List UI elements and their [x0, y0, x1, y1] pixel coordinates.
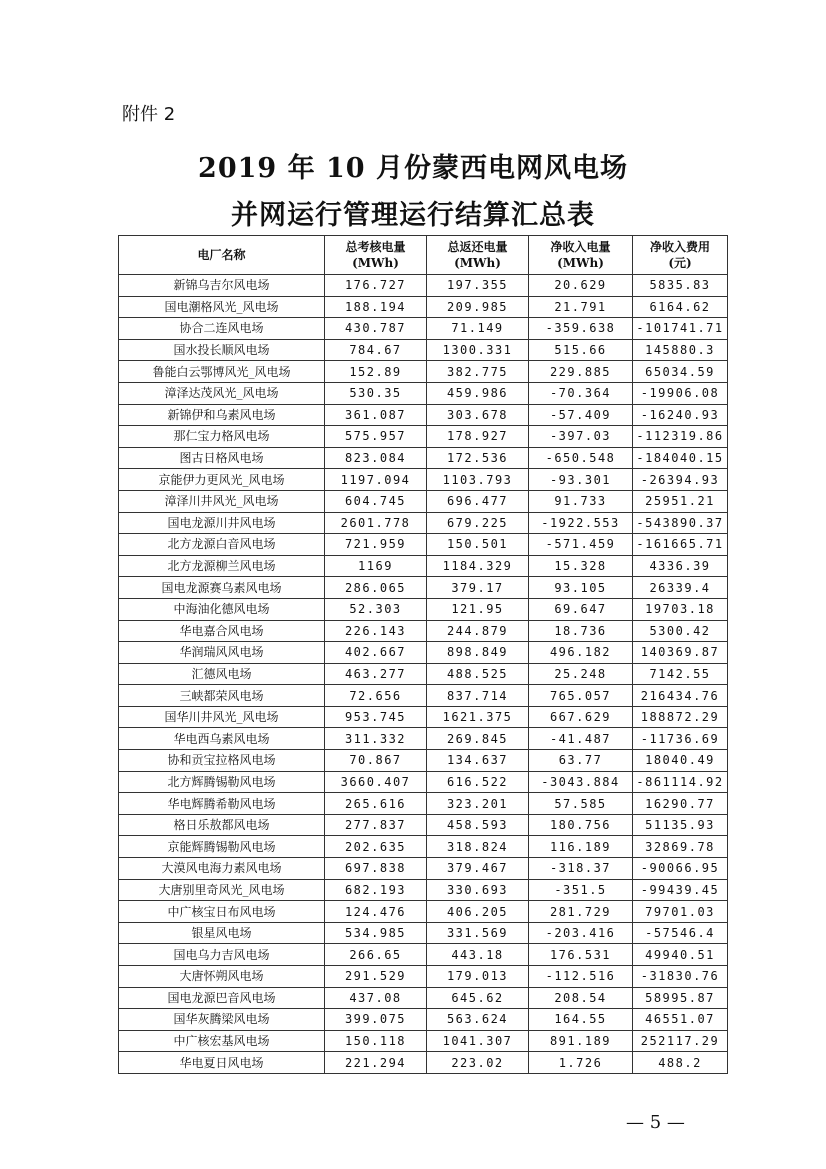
- net-fee-cell: 252117.29: [633, 1030, 728, 1052]
- returned-cell: 331.569: [427, 922, 529, 944]
- net-energy-cell: -318.37: [529, 858, 633, 880]
- table-row: [119, 404, 728, 426]
- net-fee-cell: -11736.69: [633, 728, 728, 750]
- table-row: [119, 836, 728, 858]
- returned-cell: 1041.307: [427, 1030, 529, 1052]
- plant-name-cell: 图古日格风电场: [119, 447, 325, 469]
- header-net-fee: 净收入费用 (元): [633, 236, 728, 275]
- assessed-cell: 188.194: [325, 296, 427, 318]
- returned-cell: 563.624: [427, 1009, 529, 1031]
- table-row: [119, 814, 728, 836]
- net-fee-cell: -861114.92: [633, 771, 728, 793]
- table-row: [119, 339, 728, 361]
- table-row: [119, 1052, 728, 1074]
- net-fee-cell: 58995.87: [633, 987, 728, 1009]
- document-title-line1: 2019 年 10 月份蒙西电网风电场: [198, 153, 628, 184]
- plant-name-cell: 银星风电场: [119, 922, 325, 944]
- net-energy-cell: 765.057: [529, 685, 633, 707]
- net-energy-cell: 229.885: [529, 361, 633, 383]
- header-net-energy: 净收入电量 (MWh): [529, 236, 633, 275]
- net-energy-cell: 57.585: [529, 793, 633, 815]
- returned-cell: 379.17: [427, 577, 529, 599]
- net-fee-cell: 4336.39: [633, 555, 728, 577]
- net-fee-cell: 32869.78: [633, 836, 728, 858]
- net-energy-cell: -112.516: [529, 966, 633, 988]
- returned-cell: 459.986: [427, 382, 529, 404]
- plant-name-cell: 大漠风电海力素风电场: [119, 858, 325, 880]
- returned-cell: 323.201: [427, 793, 529, 815]
- plant-name-cell: 京能伊力更风光_风电场: [119, 469, 325, 491]
- net-energy-cell: -70.364: [529, 382, 633, 404]
- table-row: [119, 663, 728, 685]
- returned-cell: 318.824: [427, 836, 529, 858]
- plant-name-cell: 新锦伊和乌素风电场: [119, 404, 325, 426]
- plant-name-cell: 京能辉腾锡勒风电场: [119, 836, 325, 858]
- returned-cell: 379.467: [427, 858, 529, 880]
- net-fee-cell: -161665.71: [633, 534, 728, 556]
- assessed-cell: 311.332: [325, 728, 427, 750]
- returned-cell: 679.225: [427, 512, 529, 534]
- header-plant-name: 电厂名称: [119, 236, 325, 275]
- settlement-summary-table: [118, 235, 728, 1074]
- net-fee-cell: 65034.59: [633, 361, 728, 383]
- net-energy-cell: 281.729: [529, 901, 633, 923]
- table-row: [119, 512, 728, 534]
- net-energy-cell: 208.54: [529, 987, 633, 1009]
- returned-cell: 443.18: [427, 944, 529, 966]
- returned-cell: 1103.793: [427, 469, 529, 491]
- table-row: [119, 555, 728, 577]
- assessed-cell: 721.959: [325, 534, 427, 556]
- net-energy-cell: 116.189: [529, 836, 633, 858]
- plant-name-cell: 北方辉腾锡勒风电场: [119, 771, 325, 793]
- table-row: [119, 361, 728, 383]
- plant-name-cell: 协合二连风电场: [119, 318, 325, 340]
- table-row: [119, 598, 728, 620]
- net-fee-cell: -90066.95: [633, 858, 728, 880]
- returned-cell: 223.02: [427, 1052, 529, 1074]
- assessed-cell: 265.616: [325, 793, 427, 815]
- returned-cell: 616.522: [427, 771, 529, 793]
- net-energy-cell: -41.487: [529, 728, 633, 750]
- net-energy-cell: 21.791: [529, 296, 633, 318]
- assessed-cell: 2601.778: [325, 512, 427, 534]
- table-row: [119, 987, 728, 1009]
- assessed-cell: 152.89: [325, 361, 427, 383]
- assessed-cell: 72.656: [325, 685, 427, 707]
- net-fee-cell: 5300.42: [633, 620, 728, 642]
- plant-name-cell: 国电龙源巴音风电场: [119, 987, 325, 1009]
- assessed-cell: 124.476: [325, 901, 427, 923]
- table-row: [119, 771, 728, 793]
- net-fee-cell: -57546.4: [633, 922, 728, 944]
- table-row: [119, 1030, 728, 1052]
- plant-name-cell: 华电夏日风电场: [119, 1052, 325, 1074]
- table-row: [119, 728, 728, 750]
- table-header-row: [119, 236, 728, 275]
- net-fee-cell: 49940.51: [633, 944, 728, 966]
- table-row: [119, 879, 728, 901]
- net-energy-cell: 515.66: [529, 339, 633, 361]
- net-fee-cell: 6164.62: [633, 296, 728, 318]
- net-energy-cell: 25.248: [529, 663, 633, 685]
- net-fee-cell: 216434.76: [633, 685, 728, 707]
- net-fee-cell: 5835.83: [633, 275, 728, 297]
- plant-name-cell: 中广核宝日布风电场: [119, 901, 325, 923]
- assessed-cell: 575.957: [325, 426, 427, 448]
- net-energy-cell: -397.03: [529, 426, 633, 448]
- net-fee-cell: 16290.77: [633, 793, 728, 815]
- assessed-cell: 463.277: [325, 663, 427, 685]
- plant-name-cell: 国电龙源川井风电场: [119, 512, 325, 534]
- returned-cell: 1184.329: [427, 555, 529, 577]
- assessed-cell: 682.193: [325, 879, 427, 901]
- table-row: [119, 685, 728, 707]
- assessed-cell: 697.838: [325, 858, 427, 880]
- net-energy-cell: -351.5: [529, 879, 633, 901]
- net-energy-cell: 164.55: [529, 1009, 633, 1031]
- table-row: [119, 577, 728, 599]
- returned-cell: 1621.375: [427, 706, 529, 728]
- net-fee-cell: 7142.55: [633, 663, 728, 685]
- table-row: [119, 275, 728, 297]
- returned-cell: 645.62: [427, 987, 529, 1009]
- plant-name-cell: 汇德风电场: [119, 663, 325, 685]
- plant-name-cell: 华润瑞风风电场: [119, 642, 325, 664]
- table-row: [119, 318, 728, 340]
- returned-cell: 382.775: [427, 361, 529, 383]
- attachment-label: 附件 2: [122, 104, 176, 125]
- table-row: [119, 793, 728, 815]
- assessed-cell: 361.087: [325, 404, 427, 426]
- table-row: [119, 750, 728, 772]
- assessed-cell: 953.745: [325, 706, 427, 728]
- table-row: [119, 1009, 728, 1031]
- returned-cell: 488.525: [427, 663, 529, 685]
- returned-cell: 121.95: [427, 598, 529, 620]
- plant-name-cell: 协和贡宝拉格风电场: [119, 750, 325, 772]
- table-row: [119, 858, 728, 880]
- net-energy-cell: 667.629: [529, 706, 633, 728]
- plant-name-cell: 国电龙源赛乌素风电场: [119, 577, 325, 599]
- net-fee-cell: -543890.37: [633, 512, 728, 534]
- net-energy-cell: 18.736: [529, 620, 633, 642]
- table-row: [119, 620, 728, 642]
- net-fee-cell: 79701.03: [633, 901, 728, 923]
- assessed-cell: 150.118: [325, 1030, 427, 1052]
- assessed-cell: 534.985: [325, 922, 427, 944]
- assessed-cell: 3660.407: [325, 771, 427, 793]
- table-row: [119, 426, 728, 448]
- table-row: [119, 922, 728, 944]
- assessed-cell: 221.294: [325, 1052, 427, 1074]
- page-number: — 5 —: [626, 1112, 685, 1133]
- assessed-cell: 70.867: [325, 750, 427, 772]
- table-row: [119, 642, 728, 664]
- net-fee-cell: -31830.76: [633, 966, 728, 988]
- table-row: [119, 490, 728, 512]
- assessed-cell: 202.635: [325, 836, 427, 858]
- returned-cell: 269.845: [427, 728, 529, 750]
- net-fee-cell: 488.2: [633, 1052, 728, 1074]
- net-energy-cell: -359.638: [529, 318, 633, 340]
- plant-name-cell: 国华灰腾梁风电场: [119, 1009, 325, 1031]
- net-energy-cell: 496.182: [529, 642, 633, 664]
- net-energy-cell: 69.647: [529, 598, 633, 620]
- assessed-cell: 52.303: [325, 598, 427, 620]
- plant-name-cell: 中广核宏基风电场: [119, 1030, 325, 1052]
- net-energy-cell: 15.328: [529, 555, 633, 577]
- header-total-returned: 总返还电量 (MWh): [427, 236, 529, 275]
- returned-cell: 244.879: [427, 620, 529, 642]
- returned-cell: 71.149: [427, 318, 529, 340]
- net-fee-cell: -19906.08: [633, 382, 728, 404]
- returned-cell: 406.205: [427, 901, 529, 923]
- net-energy-cell: 20.629: [529, 275, 633, 297]
- net-energy-cell: 176.531: [529, 944, 633, 966]
- table-row: [119, 382, 728, 404]
- assessed-cell: 430.787: [325, 318, 427, 340]
- returned-cell: 696.477: [427, 490, 529, 512]
- returned-cell: 303.678: [427, 404, 529, 426]
- assessed-cell: 1197.094: [325, 469, 427, 491]
- net-fee-cell: -16240.93: [633, 404, 728, 426]
- returned-cell: 898.849: [427, 642, 529, 664]
- net-fee-cell: -184040.15: [633, 447, 728, 469]
- plant-name-cell: 华电辉腾希勒风电场: [119, 793, 325, 815]
- plant-name-cell: 中海油化德风电场: [119, 598, 325, 620]
- net-fee-cell: 140369.87: [633, 642, 728, 664]
- assessed-cell: 437.08: [325, 987, 427, 1009]
- net-fee-cell: 145880.3: [633, 339, 728, 361]
- net-fee-cell: 26339.4: [633, 577, 728, 599]
- net-energy-cell: 180.756: [529, 814, 633, 836]
- net-fee-cell: 188872.29: [633, 706, 728, 728]
- assessed-cell: 266.65: [325, 944, 427, 966]
- plant-name-cell: 国华川井风光_风电场: [119, 706, 325, 728]
- plant-name-cell: 国电乌力吉风电场: [119, 944, 325, 966]
- net-energy-cell: -571.459: [529, 534, 633, 556]
- table-row: [119, 901, 728, 923]
- plant-name-cell: 华电嘉合风电场: [119, 620, 325, 642]
- assessed-cell: 823.084: [325, 447, 427, 469]
- net-fee-cell: -101741.71: [633, 318, 728, 340]
- returned-cell: 134.637: [427, 750, 529, 772]
- table-row: [119, 469, 728, 491]
- header-total-assessed: 总考核电量 (MWh): [325, 236, 427, 275]
- net-fee-cell: -26394.93: [633, 469, 728, 491]
- net-fee-cell: 25951.21: [633, 490, 728, 512]
- assessed-cell: 399.075: [325, 1009, 427, 1031]
- plant-name-cell: 北方龙源柳兰风电场: [119, 555, 325, 577]
- assessed-cell: 784.67: [325, 339, 427, 361]
- plant-name-cell: 国电潮格风光_风电场: [119, 296, 325, 318]
- table-row: [119, 534, 728, 556]
- plant-name-cell: 漳泽达茂风光_风电场: [119, 382, 325, 404]
- plant-name-cell: 新锦乌吉尔风电场: [119, 275, 325, 297]
- plant-name-cell: 三峡都荣风电场: [119, 685, 325, 707]
- net-energy-cell: -3043.884: [529, 771, 633, 793]
- net-energy-cell: 63.77: [529, 750, 633, 772]
- returned-cell: 172.536: [427, 447, 529, 469]
- assessed-cell: 604.745: [325, 490, 427, 512]
- net-fee-cell: -112319.86: [633, 426, 728, 448]
- net-fee-cell: 51135.93: [633, 814, 728, 836]
- returned-cell: 458.593: [427, 814, 529, 836]
- plant-name-cell: 大唐别里奇风光_风电场: [119, 879, 325, 901]
- returned-cell: 837.714: [427, 685, 529, 707]
- net-energy-cell: 91.733: [529, 490, 633, 512]
- plant-name-cell: 北方龙源白音风电场: [119, 534, 325, 556]
- table-row: [119, 706, 728, 728]
- net-energy-cell: 93.105: [529, 577, 633, 599]
- net-energy-cell: -1922.553: [529, 512, 633, 534]
- assessed-cell: 402.667: [325, 642, 427, 664]
- plant-name-cell: 大唐怀朔风电场: [119, 966, 325, 988]
- table-row: [119, 447, 728, 469]
- assessed-cell: 291.529: [325, 966, 427, 988]
- net-energy-cell: 891.189: [529, 1030, 633, 1052]
- net-fee-cell: -99439.45: [633, 879, 728, 901]
- returned-cell: 197.355: [427, 275, 529, 297]
- plant-name-cell: 国水投长顺风电场: [119, 339, 325, 361]
- plant-name-cell: 格日乐敖都风电场: [119, 814, 325, 836]
- net-energy-cell: -93.301: [529, 469, 633, 491]
- returned-cell: 209.985: [427, 296, 529, 318]
- assessed-cell: 530.35: [325, 382, 427, 404]
- net-fee-cell: 18040.49: [633, 750, 728, 772]
- returned-cell: 179.013: [427, 966, 529, 988]
- returned-cell: 150.501: [427, 534, 529, 556]
- assessed-cell: 277.837: [325, 814, 427, 836]
- table-row: [119, 966, 728, 988]
- returned-cell: 178.927: [427, 426, 529, 448]
- returned-cell: 330.693: [427, 879, 529, 901]
- assessed-cell: 226.143: [325, 620, 427, 642]
- net-fee-cell: 46551.07: [633, 1009, 728, 1031]
- table-row: [119, 944, 728, 966]
- net-fee-cell: 19703.18: [633, 598, 728, 620]
- net-energy-cell: -650.548: [529, 447, 633, 469]
- assessed-cell: 176.727: [325, 275, 427, 297]
- plant-name-cell: 那仁宝力格风电场: [119, 426, 325, 448]
- assessed-cell: 1169: [325, 555, 427, 577]
- assessed-cell: 286.065: [325, 577, 427, 599]
- document-title-line2: 并网运行管理运行结算汇总表: [231, 200, 595, 231]
- plant-name-cell: 华电西乌素风电场: [119, 728, 325, 750]
- plant-name-cell: 鲁能白云鄂博风光_风电场: [119, 361, 325, 383]
- net-energy-cell: 1.726: [529, 1052, 633, 1074]
- table-row: [119, 296, 728, 318]
- net-energy-cell: -57.409: [529, 404, 633, 426]
- plant-name-cell: 漳泽川井风光_风电场: [119, 490, 325, 512]
- returned-cell: 1300.331: [427, 339, 529, 361]
- net-energy-cell: -203.416: [529, 922, 633, 944]
